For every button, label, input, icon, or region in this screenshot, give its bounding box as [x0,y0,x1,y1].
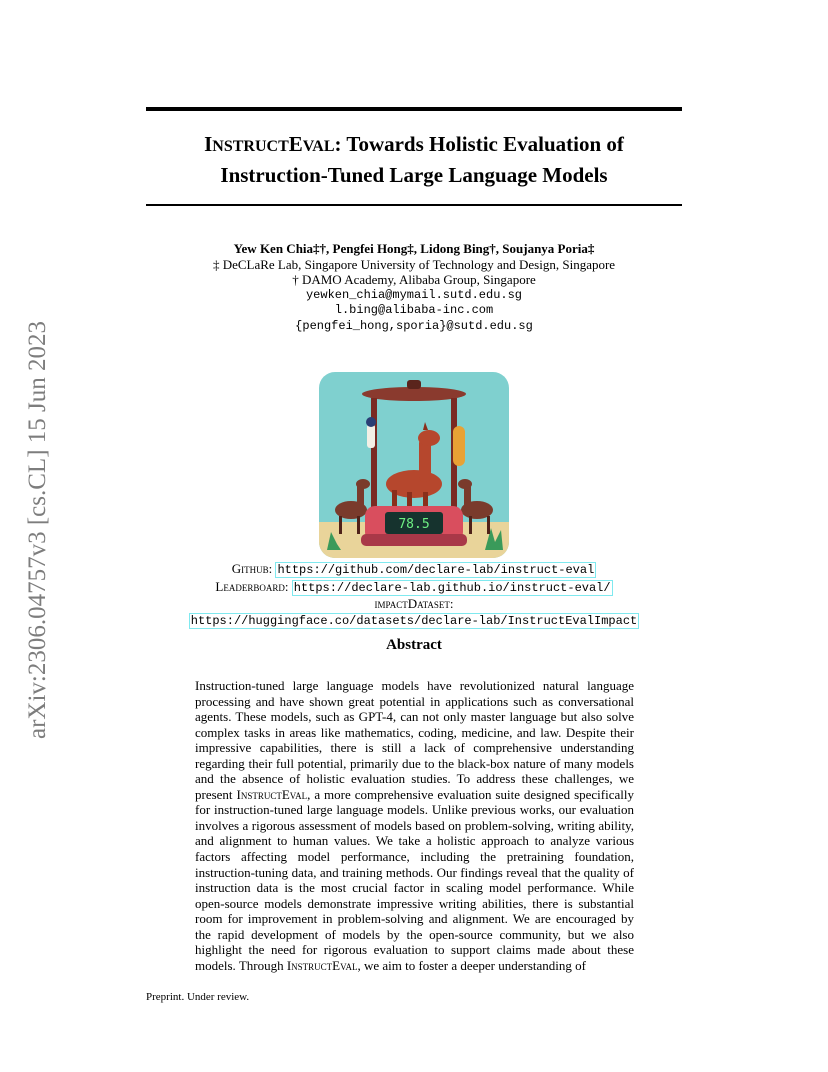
title-line-1 [146,130,682,161]
abstract-text-part-2: , a more comprehensive evaluation suite designed specifically for instruction-tuned large language models. Unlike previous works, our evaluation involves a rigorous assessment of models based on problem-solving, writing ability, and alignment to human values. We take a holistic approach to analyze various factors affecting model performance, including the pretraining foundation, instruction-tuning data, and training methods. Our findings reveal that the quality of instruction data is the most crucial factor in scaling model performance. While open-source models demonstrate impressive writing abilities, there is substantial room for improvement in problem-solving and alignment. We are encouraged by the rapid development of models by the open-source community, but we also highlight the need for rigorous evaluation to support claims made about these models. Through [195,786,635,973]
title-top-rule [146,107,682,111]
author-block [146,241,682,334]
title-line-1-rest: : Towards Holistic Evaluation of [334,132,624,156]
title-line-2: Instruction-Tuned Large Language Models [220,163,608,187]
dataset-label: impactDataset: [374,596,454,611]
email-chia[interactable]: yewken_chia@mymail.sutd.edu.sg [305,287,523,302]
abstract-text-part-1: Instruction-tuned large language models have revolutionized natural language processing and have shown great potential in applications such as conversational agents. These models, such as GPT-4, can not only master language but also solve complex tasks in areas like mathematics, coding, medicine, and law. Despite their impressive capabilities, there is still a lack of comprehensive understanding regarding their full potential, primarily due to the black-box nature of many models and the absence of holistic evaluation studies. To address these challenges, we present [195,678,634,802]
paper-title [146,130,682,189]
github-line [146,561,682,579]
email-hong-poria[interactable]: {pengfei_hong,sporia}@sutd.edu.sg [295,318,533,333]
llama-scale-image [319,372,509,558]
title-brand-nstruct: NSTRUCT [212,138,289,155]
scale-display-reading: 78.5 [398,517,430,532]
github-link[interactable]: https://github.com/declare-lab/instruct-eval [277,563,595,577]
title-brand-val: VAL [302,138,335,155]
affiliation-damo: † DAMO Academy, Alibaba Group, Singapore [292,272,536,287]
leaderboard-label: Leaderboard: [215,578,292,594]
arxiv-identifier: arXiv:2306.04757v3 [cs.CL] 15 Jun 2023 [24,320,51,740]
title-bottom-rule [146,204,682,206]
dataset-line [146,612,682,630]
author-names: Yew Ken Chia‡†, Pengfei Hong‡, Lidong Bing†, Soujanya Poria‡ [233,241,595,256]
leaderboard-line [146,579,682,597]
preprint-footer: Preprint. Under review. [146,991,250,1003]
abstract-body [195,678,634,973]
resource-links [146,561,682,629]
leaderboard-link[interactable]: https://declare-lab.github.io/instruct-eval/ [293,580,611,595]
abstract-text-part-3: , we aim to foster a deeper understanding of [357,957,586,973]
arxiv-sidebar-stamp [18,280,58,780]
abstract-brand-2: InstructEval [286,957,358,973]
abstract-heading: Abstract [386,637,442,653]
dataset-link[interactable]: https://huggingface.co/datasets/declare-lab/InstructEvalImpact [190,613,638,628]
email-bing[interactable]: l.bing@alibaba-inc.com [334,303,494,317]
title-brand-initial-e: E [288,132,303,156]
github-label: Github: [231,561,276,576]
affiliation-sutd: ‡ DeCLaRe Lab, Singapore University of Technology and Design, Singapore [212,256,616,272]
llama-scale-illustration [319,372,509,558]
abstract-brand-1: InstructEval [236,786,308,802]
title-brand-initial-i: I [204,132,213,156]
